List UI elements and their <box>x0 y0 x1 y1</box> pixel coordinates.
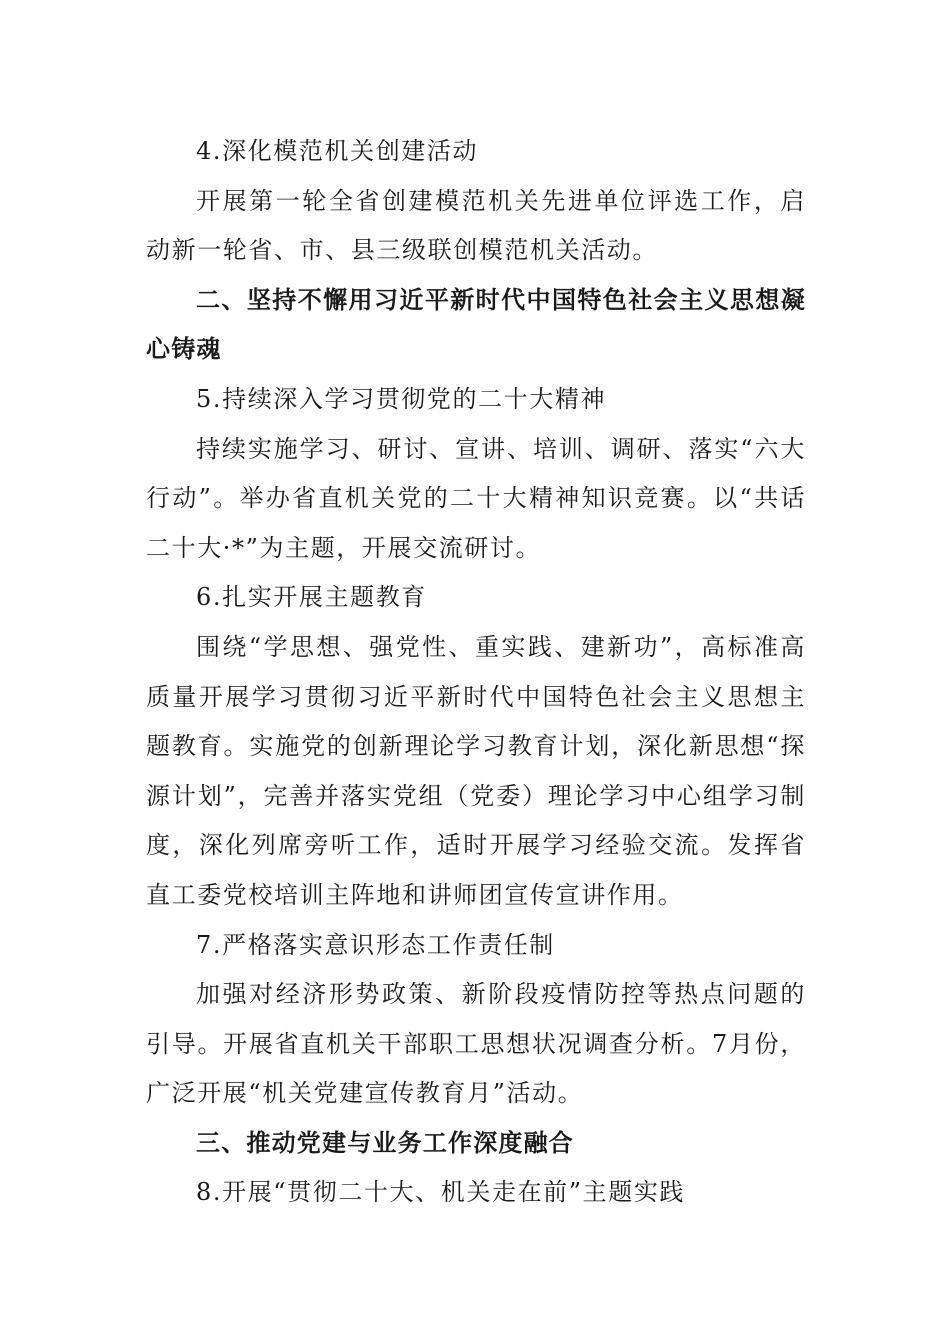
item-title-8: 8.开展“贯彻二十大、机关走在前”主题实践 <box>196 1178 686 1207</box>
document-body <box>146 127 806 1218</box>
item-title-5: 5.持续深入学习贯彻党的二十大精神 <box>196 384 607 413</box>
item-title-4: 4.深化模范机关创建活动 <box>196 137 479 165</box>
section-heading-2: 二、坚持不懈用习近平新时代中国特色社会主义思想凝心铸魂 <box>146 285 806 364</box>
paragraph-item-5: 持续实施学习、研讨、宣讲、培训、调研、落实“六大行动”。举办省直机关党的二十大精神知识竞赛。以“共话二十大·*”为主题，开展交流研讨。 <box>146 434 806 562</box>
section-heading-3: 三、推动党建与业务工作深度融合 <box>196 1128 574 1157</box>
item-title-7: 7.严格落实意识形态工作责任制 <box>196 930 555 959</box>
item-title-6: 6.扎实开展主题教育 <box>196 583 427 612</box>
paragraph-item-6: 围绕“学思想、强党性、重实践、建新功”，高标准高质量开展学习贯彻习近平新时代中国特色社会主义思想主题教育。实施党的创新理论学习教育计划，深化新思想“探源计划”，完善并落实党组（党委）理论学习中心组学习制度，深化列席旁听工作，适时开展学习经验交流。发挥省直工委党校培训主阵地和讲师团宣传宣讲作用。 <box>146 632 806 909</box>
paragraph-item-4: 开展第一轮全省创建模范机关先进单位评选工作，启动新一轮省、市、县三级联创模范机关活动。 <box>146 186 806 265</box>
paragraph-item-7: 加强对经济形势政策、新阶段疫情防控等热点问题的引导。开展省直机关干部职工思想状况调查分析。7月份，广泛开展“机关党建宣传教育月”活动。 <box>146 980 806 1108</box>
